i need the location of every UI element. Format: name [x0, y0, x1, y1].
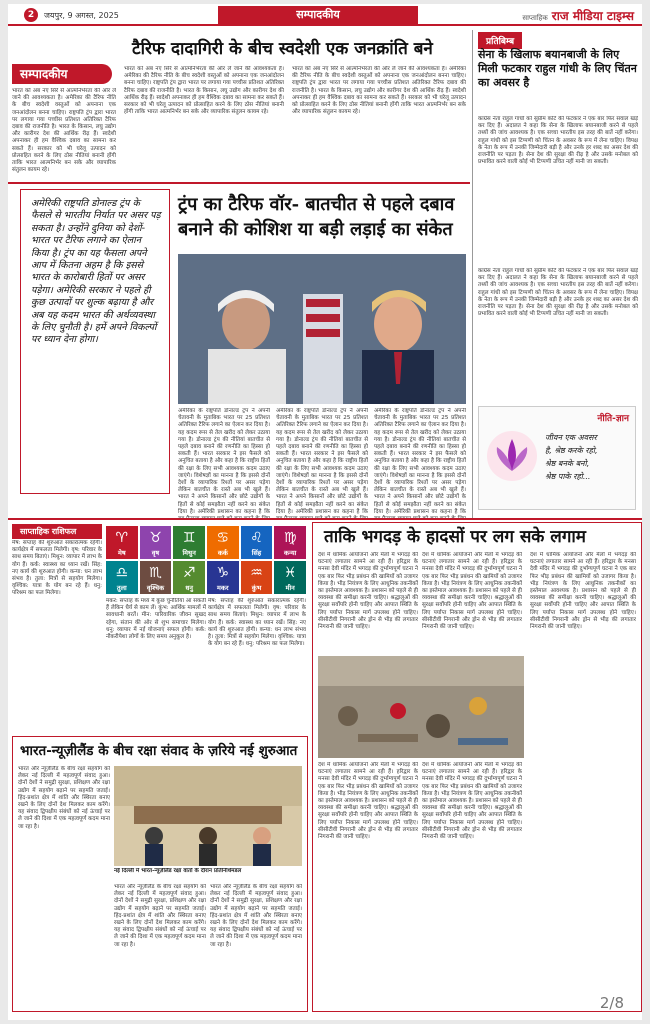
- zodiac-icon: ♓: [283, 565, 297, 581]
- page-header: [8, 4, 642, 26]
- leaders-photo: [178, 254, 466, 404]
- nz-photo-art: [114, 766, 302, 866]
- editorial-body-col1: भारत को अब नए सिरे से आत्मनिर्भरता की ओर ले जाने की आवश्यकता है। अमेरिका की टैरिफ नीति के बीच स्वदेशी वस्तुओं को अपनाना एक जनआंदोलन बनना चाहिए। राष्ट्रपति ट्रंप द्वारा भारत पर लगाया गया पच्चीस प्रतिशत अतिरिक्त टैरिफ दबाव की राजनीति है। भारत के किसान, लघु उद्योग और कारीगर देश की आर्थिक रीढ़ हैं। स्वदेशी अपनाकर ही हम वैश्विक दबाव का सामना कर सकते हैं। सरकार को भी घरेलू उत्पादन को प्रोत्साहित करने के लिए ठोस नीतियां बनानी होंगी ताकि भारत आत्मनिर्भर बन सके और व्यापारिक संतुलन कायम रहे।: [12, 88, 116, 174]
- rashi-cell: [106, 561, 138, 594]
- rashi-cell: [207, 561, 239, 594]
- zodiac-icon: ♎: [115, 565, 129, 581]
- rashi-name: कन्या: [283, 549, 297, 557]
- section-divider-2: [8, 518, 642, 520]
- nz-photo: [114, 766, 302, 866]
- stampede-headline: ताकि भगदड़ के हादसों पर लग सके लगाम: [324, 527, 586, 547]
- leaders-photo-art: [178, 254, 466, 404]
- rashi-name: कर्क: [217, 549, 228, 557]
- editorial-body-col3: भारत को अब नए सिरे से आत्मनिर्भरता की ओर ले जाने की आवश्यकता है। अमेरिका की टैरिफ नीति के बीच स्वदेशी वस्तुओं को अपनाना एक जनआंदोलन बनना चाहिए। राष्ट्रपति ट्रंप द्वारा भारत पर लगाया गया पच्चीस प्रतिशत अतिरिक्त टैरिफ दबाव की राजनीति है। भारत के किसान, लघु उद्योग और कारीगर देश की आर्थिक रीढ़ हैं। स्वदेशी अपनाकर ही हम वैश्विक दबाव का सामना कर सकते हैं। सरकार को भी घरेलू उत्पादन को प्रोत्साहित करने के लिए ठोस नीतियां बनानी होंगी ताकि भारत आत्मनिर्भर बन सके और व्यापारिक संतुलन कायम रहे।: [292, 66, 466, 116]
- stampede-body-2: देश में धार्मिक आयोजनों और मेलों में भगदड़ की घटनाएं लगातार सामने आ रही हैं। हरिद्वार के मनसा देवी मंदिर में भगदड़ की दुर्भाग्यपूर्ण घटना ने एक बार फिर भीड़ प्रबंधन की खामियों को उजागर किया है। भीड़ नियंत्रण के लिए आधुनिक तकनीकों का इस्तेमाल आवश्यक है। प्रशासन को पहले से ही व्यवस्था की समीक्षा करनी चाहिए। श्रद्धालुओं की सुरक्षा सर्वोपरि होनी चाहिए और आपात स्थिति के लिए पर्याप्त निकास मार्ग उपलब्ध होने चाहिए। सीसीटीवी निगरानी और ड्रोन से भीड़ की लगातार निगरानी की जानी चाहिए।: [422, 552, 522, 631]
- zodiac-icon: ♌: [250, 530, 263, 546]
- stampede-body-1: देश में धार्मिक आयोजनों और मेलों में भगदड़ की घटनाएं लगातार सामने आ रही हैं। हरिद्वार के मनसा देवी मंदिर में भगदड़ की दुर्भाग्यपूर्ण घटना ने एक बार फिर भीड़ प्रबंधन की खामियों को उजागर किया है। भीड़ नियंत्रण के लिए आधुनिक तकनीकों का इस्तेमाल आवश्यक है। प्रशासन को पहले से ही व्यवस्था की समीक्षा करनी चाहिए। श्रद्धालुओं की सुरक्षा सर्वोपरि होनी चाहिए और आपात स्थिति के लिए पर्याप्त निकास मार्ग उपलब्ध होने चाहिए। सीसीटीवी निगरानी और ड्रोन से भीड़ की लगातार निगरानी की जानी चाहिए।: [318, 552, 418, 631]
- rashi-name: सिंह: [251, 549, 262, 557]
- rahul-label: प्रतिबिम्ब: [478, 32, 522, 49]
- niti-line3: श्रेष्ठ बनके बनो,: [545, 459, 590, 468]
- column-divider: [472, 30, 473, 518]
- rahul-body-2: कांग्रेस नेता राहुल गांधी को सुप्रीम कोर्ट की फटकार ने एक बार फिर सवाल खड़े कर दिए हैं। अदालत ने कहा कि सेना के खिलाफ बयानबाजी करने से पहले तथ्यों की जांच आवश्यक है। एक सच्चा भारतीय इस तरह की बातें नहीं करेगा। राहुल गांधी को इस टिप्पणी को चिंतन के अवसर के रूप में लेना चाहिए। विपक्ष के नेता के रूप में उनकी जिम्मेदारी बड़ी है और उनके हर शब्द का असर देश की राजनीति पर पड़ता है। सेना देश की सुरक्षा की रीढ़ है और उसके मनोबल को प्रभावित करने वाली कोई भी टिप्पणी उचित नहीं मानी जा सकती।: [478, 268, 638, 318]
- zodiac-icon: ♐: [182, 565, 196, 581]
- zodiac-icon: ♍: [283, 530, 297, 546]
- rashifal-text-3: मेष: सप्ताह की शुरुआत सकारात्मक रहेगी। कार्यक्षेत्र में सफलता मिलेगी। वृष: परिवार के साथ समय बिताएं। मिथुन: व्यापार में लाभ के योग हैं। कर्क: स्वास्थ्य का ध्यान रखें। सिंह: नए कार्य की शुरुआत होगी। कन्या: धन लाभ संभव है। तुला: मित्रों से सहयोग मिलेगा। वृश्चिक: यात्रा के योग बन रहे हैं। धनु: परिश्रम का फल मिलेगा।: [208, 598, 306, 648]
- rashifal-grid: [106, 526, 306, 594]
- page-number: 2: [24, 8, 38, 22]
- pull-quote: अमेरिकी राष्ट्रपति डोनाल्ड ट्रंप के फैसले से भारतीय निर्यात पर असर पड़ सकता है। उन्होंने दुनिया को देशों-भारत पर टैरिफ लगाने का ऐलान किया है। ट्रंप का यह फैसला अपने आप में कितना अहम है कि इससे भारत के कारोबारी हितों पर असर पड़ेगा। अमेरिकी सरकार ने पहले ही कुछ उत्पादों पर शुल्क बढ़ाया है और अब यह कदम भारत की अर्थव्यवस्था के लिए चुनौती है। हमें अपने विकल्पों पर ध्यान देना होगा।: [20, 189, 170, 494]
- rashi-name: मकर: [217, 584, 229, 592]
- stampede-body-3: देश में धार्मिक आयोजनों और मेलों में भगदड़ की घटनाएं लगातार सामने आ रही हैं। हरिद्वार के मनसा देवी मंदिर में भगदड़ की दुर्भाग्यपूर्ण घटना ने एक बार फिर भीड़ प्रबंधन की खामियों को उजागर किया है। भीड़ नियंत्रण के लिए आधुनिक तकनीकों का इस्तेमाल आवश्यक है। प्रशासन को पहले से ही व्यवस्था की समीक्षा करनी चाहिए। श्रद्धालुओं की सुरक्षा सर्वोपरि होनी चाहिए और आपात स्थिति के लिए पर्याप्त निकास मार्ग उपलब्ध होने चाहिए। सीसीटीवी निगरानी और ड्रोन से भीड़ की लगातार निगरानी की जानी चाहिए।: [530, 552, 636, 631]
- niti-text: [545, 431, 598, 483]
- section-divider: [8, 182, 470, 184]
- niti-line1: जीवन एक अवसर: [545, 433, 597, 442]
- zodiac-icon: ♋: [216, 530, 230, 546]
- zodiac-icon: ♒: [250, 565, 263, 581]
- main-body-col2: अमेरिका के राष्ट्रपति डोनाल्ड ट्रंप ने अपनी चेतावनी के मुताबिक भारत पर 25 प्रतिशत अतिरिक्त टैरिफ लगाने का ऐलान कर दिया है। यह कदम रूस से तेल खरीद को लेकर उठाया गया है। डोनाल्ड ट्रंप की नीतियां बातचीत से पहले दबाव बनाने की रणनीति का हिस्सा हो सकती हैं। भारत सरकार ने इस फैसले को अनुचित बताया है और कहा है कि राष्ट्रीय हितों की रक्षा के लिए सभी आवश्यक कदम उठाए जाएंगे। विशेषज्ञों का मानना है कि इससे दोनों देशों के व्यापारिक रिश्तों पर असर पड़ेगा लेकिन बातचीत के रास्ते अब भी खुले हैं। भारत ने अपने किसानों और छोटे उद्योगों के हितों से कोई समझौता नहीं करने का संकेत दिया है। अमेरिकी प्रशासन का कहना है कि: [276, 408, 368, 515]
- zodiac-icon: ♉: [149, 530, 162, 546]
- masthead-title: राज मीडिया टाइम्स: [551, 9, 634, 23]
- section-title: सम्पादकीय: [218, 6, 418, 24]
- zodiac-icon: ♏: [149, 565, 162, 581]
- main-headline: ट्रंप का टैरिफ वॉर- बातचीत से पहले दबाव बनाने की कोशिश या बड़ी लड़ाई का संकेत: [178, 194, 455, 240]
- niti-line2: है, श्रेष्ठ करके रहो,: [545, 446, 598, 455]
- rashi-name: वृश्चिक: [146, 584, 165, 592]
- niti-gyan-box: [478, 406, 636, 510]
- rashi-cell: [140, 526, 172, 559]
- editorial-body-col2: भारत को अब नए सिरे से आत्मनिर्भरता की ओर ले जाने की आवश्यकता है। अमेरिका की टैरिफ नीति के बीच स्वदेशी वस्तुओं को अपनाना एक जनआंदोलन बनना चाहिए। राष्ट्रपति ट्रंप द्वारा भारत पर लगाया गया पच्चीस प्रतिशत अतिरिक्त टैरिफ दबाव की राजनीति है। भारत के किसान, लघु उद्योग और कारीगर देश की आर्थिक रीढ़ हैं। स्वदेशी अपनाकर ही हम वैश्विक दबाव का सामना कर सकते हैं। सरकार को भी घरेलू उत्पादन को प्रोत्साहित करने के लिए ठोस नीतियां बनानी होंगी ताकि भारत आत्मनिर्भर बन सके और व्यापारिक संतुलन कायम रहे।: [124, 66, 284, 116]
- stampede-photo: [318, 656, 524, 758]
- niti-title: नीति-ज्ञान: [597, 414, 629, 424]
- nz-body-3: भारत और न्यूज़ीलैंड के बीच रक्षा सहयोग को लेकर नई दिल्ली में महत्वपूर्ण संवाद हुआ। दोनों देशों ने समुद्री सुरक्षा, प्रशिक्षण और रक्षा उद्योग में सहयोग बढ़ाने पर सहमति जताई। हिंद-प्रशांत क्षेत्र में शांति और स्थिरता बनाए रखने के लिए दोनों देश मिलकर काम करेंगे। यह संवाद द्विपक्षीय संबंधों को नई ऊंचाई पर ले जाने की दिशा में एक महत्वपूर्ण कदम माना जा रहा है।: [210, 884, 302, 948]
- lotus-icon: [485, 429, 539, 483]
- newspaper-page: [8, 4, 642, 1020]
- rashi-cell: [207, 526, 239, 559]
- nz-body-1: भारत और न्यूज़ीलैंड के बीच रक्षा सहयोग को लेकर नई दिल्ली में महत्वपूर्ण संवाद हुआ। दोनों देशों ने समुद्री सुरक्षा, प्रशिक्षण और रक्षा उद्योग में सहयोग बढ़ाने पर सहमति जताई। हिंद-प्रशांत क्षेत्र में शांति और स्थिरता बनाए रखने के लिए दोनों देश मिलकर काम करेंगे। यह संवाद द्विपक्षीय संबंधों को नई ऊंचाई पर ले जाने की दिशा में एक महत्वपूर्ण कदम माना जा रहा है।: [18, 766, 110, 830]
- rashi-name: मिथुन: [182, 549, 196, 557]
- rahul-body-1: कांग्रेस नेता राहुल गांधी को सुप्रीम कोर्ट की फटकार ने एक बार फिर सवाल खड़े कर दिए हैं। अदालत ने कहा कि सेना के खिलाफ बयानबाजी करने से पहले तथ्यों की जांच आवश्यक है। एक सच्चा भारतीय इस तरह की बातें नहीं करेगा। राहुल गांधी को इस टिप्पणी को चिंतन के अवसर के रूप में लेना चाहिए। विपक्ष के नेता के रूप में उनकी जिम्मेदारी बड़ी है और उनके हर शब्द का असर देश की राजनीति पर पड़ता है। सेना देश की सुरक्षा की रीढ़ है और उसके मनोबल को प्रभावित करने वाली कोई भी टिप्पणी उचित नहीं मानी जा सकती।: [478, 116, 638, 166]
- rashi-name: धनु: [185, 584, 193, 592]
- editorial-headline: टैरिफ दादागिरी के बीच स्वदेशी एक जनक्रांति बने: [132, 39, 433, 59]
- rashi-cell: [140, 561, 172, 594]
- masthead: [522, 7, 634, 24]
- main-body-col1: अमेरिका के राष्ट्रपति डोनाल्ड ट्रंप ने अपनी चेतावनी के मुताबिक भारत पर 25 प्रतिशत अतिरिक्त टैरिफ लगाने का ऐलान कर दिया है। यह कदम रूस से तेल खरीद को लेकर उठाया गया है। डोनाल्ड ट्रंप की नीतियां बातचीत से पहले दबाव बनाने की रणनीति का हिस्सा हो सकती हैं। भारत सरकार ने इस फैसले को अनुचित बताया है और कहा है कि राष्ट्रीय हितों की रक्षा के लिए सभी आवश्यक कदम उठाए जाएंगे। विशेषज्ञों का मानना है कि इससे दोनों देशों के व्यापारिक रिश्तों पर असर पड़ेगा लेकिन बातचीत के रास्ते अब भी खुले हैं। भारत ने अपने किसानों और छोटे उद्योगों के हितों से कोई समझौता नहीं करने का संकेत दिया है। अमेरिकी प्रशासन का कहना है कि: [178, 408, 270, 515]
- rashi-cell: [106, 526, 138, 559]
- rashi-cell: [241, 561, 273, 594]
- zodiac-icon: ♈: [115, 530, 129, 546]
- rashifal-label: साप्ताहिक राशिफल: [12, 524, 102, 539]
- rashi-name: मीन: [285, 584, 295, 592]
- nz-caption: नई दिल्ली में भारत-न्यूज़ीलैंड रक्षा वार्ता के दौरान प्रतिनिधिमंडल: [114, 868, 242, 874]
- rashi-cell: [173, 561, 205, 594]
- rashifal-text-2: मकर: सप्ताह के मध्य में कुछ चुनौतियां आ सकती हैं लेकिन धैर्य से काम लें। कुंभ: आर्थिक मामलों में सावधानी बरतें। मीन: पारिवारिक जीवन सुखद रहेगा, संतान की ओर से शुभ समाचार मिलेगा। धनु: व्यापार में नई योजनाएं सफल होंगी। कर्क: नौकरीपेशा लोगों के लिए समय अनुकूल है।: [106, 598, 206, 641]
- rashi-name: तुला: [116, 584, 127, 592]
- page-indicator: 2/8: [599, 994, 624, 1012]
- date-line: जयपुर, 9 अगस्त, 2025: [44, 11, 119, 20]
- rashi-cell: [274, 561, 306, 594]
- rashi-name: वृष: [151, 549, 160, 557]
- niti-line4: श्रेष्ठ पाके रहो...: [545, 472, 591, 481]
- rashifal-left-text: मेष: सप्ताह की शुरुआत सकारात्मक रहेगी। कार्यक्षेत्र में सफलता मिलेगी। वृष: परिवार के साथ समय बिताएं। मिथुन: व्यापार में लाभ के योग हैं। कर्क: स्वास्थ्य का ध्यान रखें। सिंह: नए कार्य की शुरुआत होगी। कन्या: धन लाभ संभव है। तुला: मित्रों से सहयोग मिलेगा। वृश्चिक: यात्रा के योग बन रहे हैं। धनु: परिश्रम का फल मिलेगा।: [12, 540, 102, 597]
- rashi-name: मेष: [118, 549, 126, 557]
- rashi-name: कुंभ: [251, 584, 262, 592]
- rashi-cell: [173, 526, 205, 559]
- zodiac-icon: ♑: [216, 565, 230, 581]
- masthead-prefix: साप्ताहिक: [522, 14, 548, 22]
- zodiac-icon: ♊: [182, 530, 196, 546]
- editorial-label: सम्पादकीय: [12, 64, 112, 84]
- stampede-body-5: देश में धार्मिक आयोजनों और मेलों में भगदड़ की घटनाएं लगातार सामने आ रही हैं। हरिद्वार के मनसा देवी मंदिर में भगदड़ की दुर्भाग्यपूर्ण घटना ने एक बार फिर भीड़ प्रबंधन की खामियों को उजागर किया है। भीड़ नियंत्रण के लिए आधुनिक तकनीकों का इस्तेमाल आवश्यक है। प्रशासन को पहले से ही व्यवस्था की समीक्षा करनी चाहिए। श्रद्धालुओं की सुरक्षा सर्वोपरि होनी चाहिए और आपात स्थिति के लिए पर्याप्त निकास मार्ग उपलब्ध होने चाहिए। सीसीटीवी निगरानी और ड्रोन से भीड़ की लगातार निगरानी की जानी चाहिए।: [422, 762, 522, 841]
- nz-body-2: भारत और न्यूज़ीलैंड के बीच रक्षा सहयोग को लेकर नई दिल्ली में महत्वपूर्ण संवाद हुआ। दोनों देशों ने समुद्री सुरक्षा, प्रशिक्षण और रक्षा उद्योग में सहयोग बढ़ाने पर सहमति जताई। हिंद-प्रशांत क्षेत्र में शांति और स्थिरता बनाए रखने के लिए दोनों देश मिलकर काम करेंगे। यह संवाद द्विपक्षीय संबंधों को नई ऊंचाई पर ले जाने की दिशा में एक महत्वपूर्ण कदम माना जा रहा है।: [114, 884, 206, 948]
- rashi-cell: [274, 526, 306, 559]
- main-body-col3: अमेरिका के राष्ट्रपति डोनाल्ड ट्रंप ने अपनी चेतावनी के मुताबिक भारत पर 25 प्रतिशत अतिरिक्त टैरिफ लगाने का ऐलान कर दिया है। यह कदम रूस से तेल खरीद को लेकर उठाया गया है। डोनाल्ड ट्रंप की नीतियां बातचीत से पहले दबाव बनाने की रणनीति का हिस्सा हो सकती हैं। भारत सरकार ने इस फैसले को अनुचित बताया है और कहा है कि राष्ट्रीय हितों की रक्षा के लिए सभी आवश्यक कदम उठाए जाएंगे। विशेषज्ञों का मानना है कि इससे दोनों देशों के व्यापारिक रिश्तों पर असर पड़ेगा लेकिन बातचीत के रास्ते अब भी खुले हैं। भारत ने अपने किसानों और छोटे उद्योगों के हितों से कोई समझौता नहीं करने का संकेत दिया है। अमेरिकी प्रशासन का कहना है कि: [374, 408, 466, 515]
- rahul-headline: सेना के खिलाफ बयानबाजी के लिए मिली फटकार राहुल गांधी के लिए चिंतन का अवसर है: [478, 48, 637, 89]
- rashi-cell: [241, 526, 273, 559]
- nz-headline: भारत-न्यूज़ीलैंड के बीच रक्षा संवाद के ज़रिये नई शुरुआत: [20, 743, 298, 759]
- stampede-body-4: देश में धार्मिक आयोजनों और मेलों में भगदड़ की घटनाएं लगातार सामने आ रही हैं। हरिद्वार के मनसा देवी मंदिर में भगदड़ की दुर्भाग्यपूर्ण घटना ने एक बार फिर भीड़ प्रबंधन की खामियों को उजागर किया है। भीड़ नियंत्रण के लिए आधुनिक तकनीकों का इस्तेमाल आवश्यक है। प्रशासन को पहले से ही व्यवस्था की समीक्षा करनी चाहिए। श्रद्धालुओं की सुरक्षा सर्वोपरि होनी चाहिए और आपात स्थिति के लिए पर्याप्त निकास मार्ग उपलब्ध होने चाहिए। सीसीटीवी निगरानी और ड्रोन से भीड़ की लगातार निगरानी की जानी चाहिए।: [318, 762, 418, 841]
- stampede-photo-art: [318, 656, 524, 758]
